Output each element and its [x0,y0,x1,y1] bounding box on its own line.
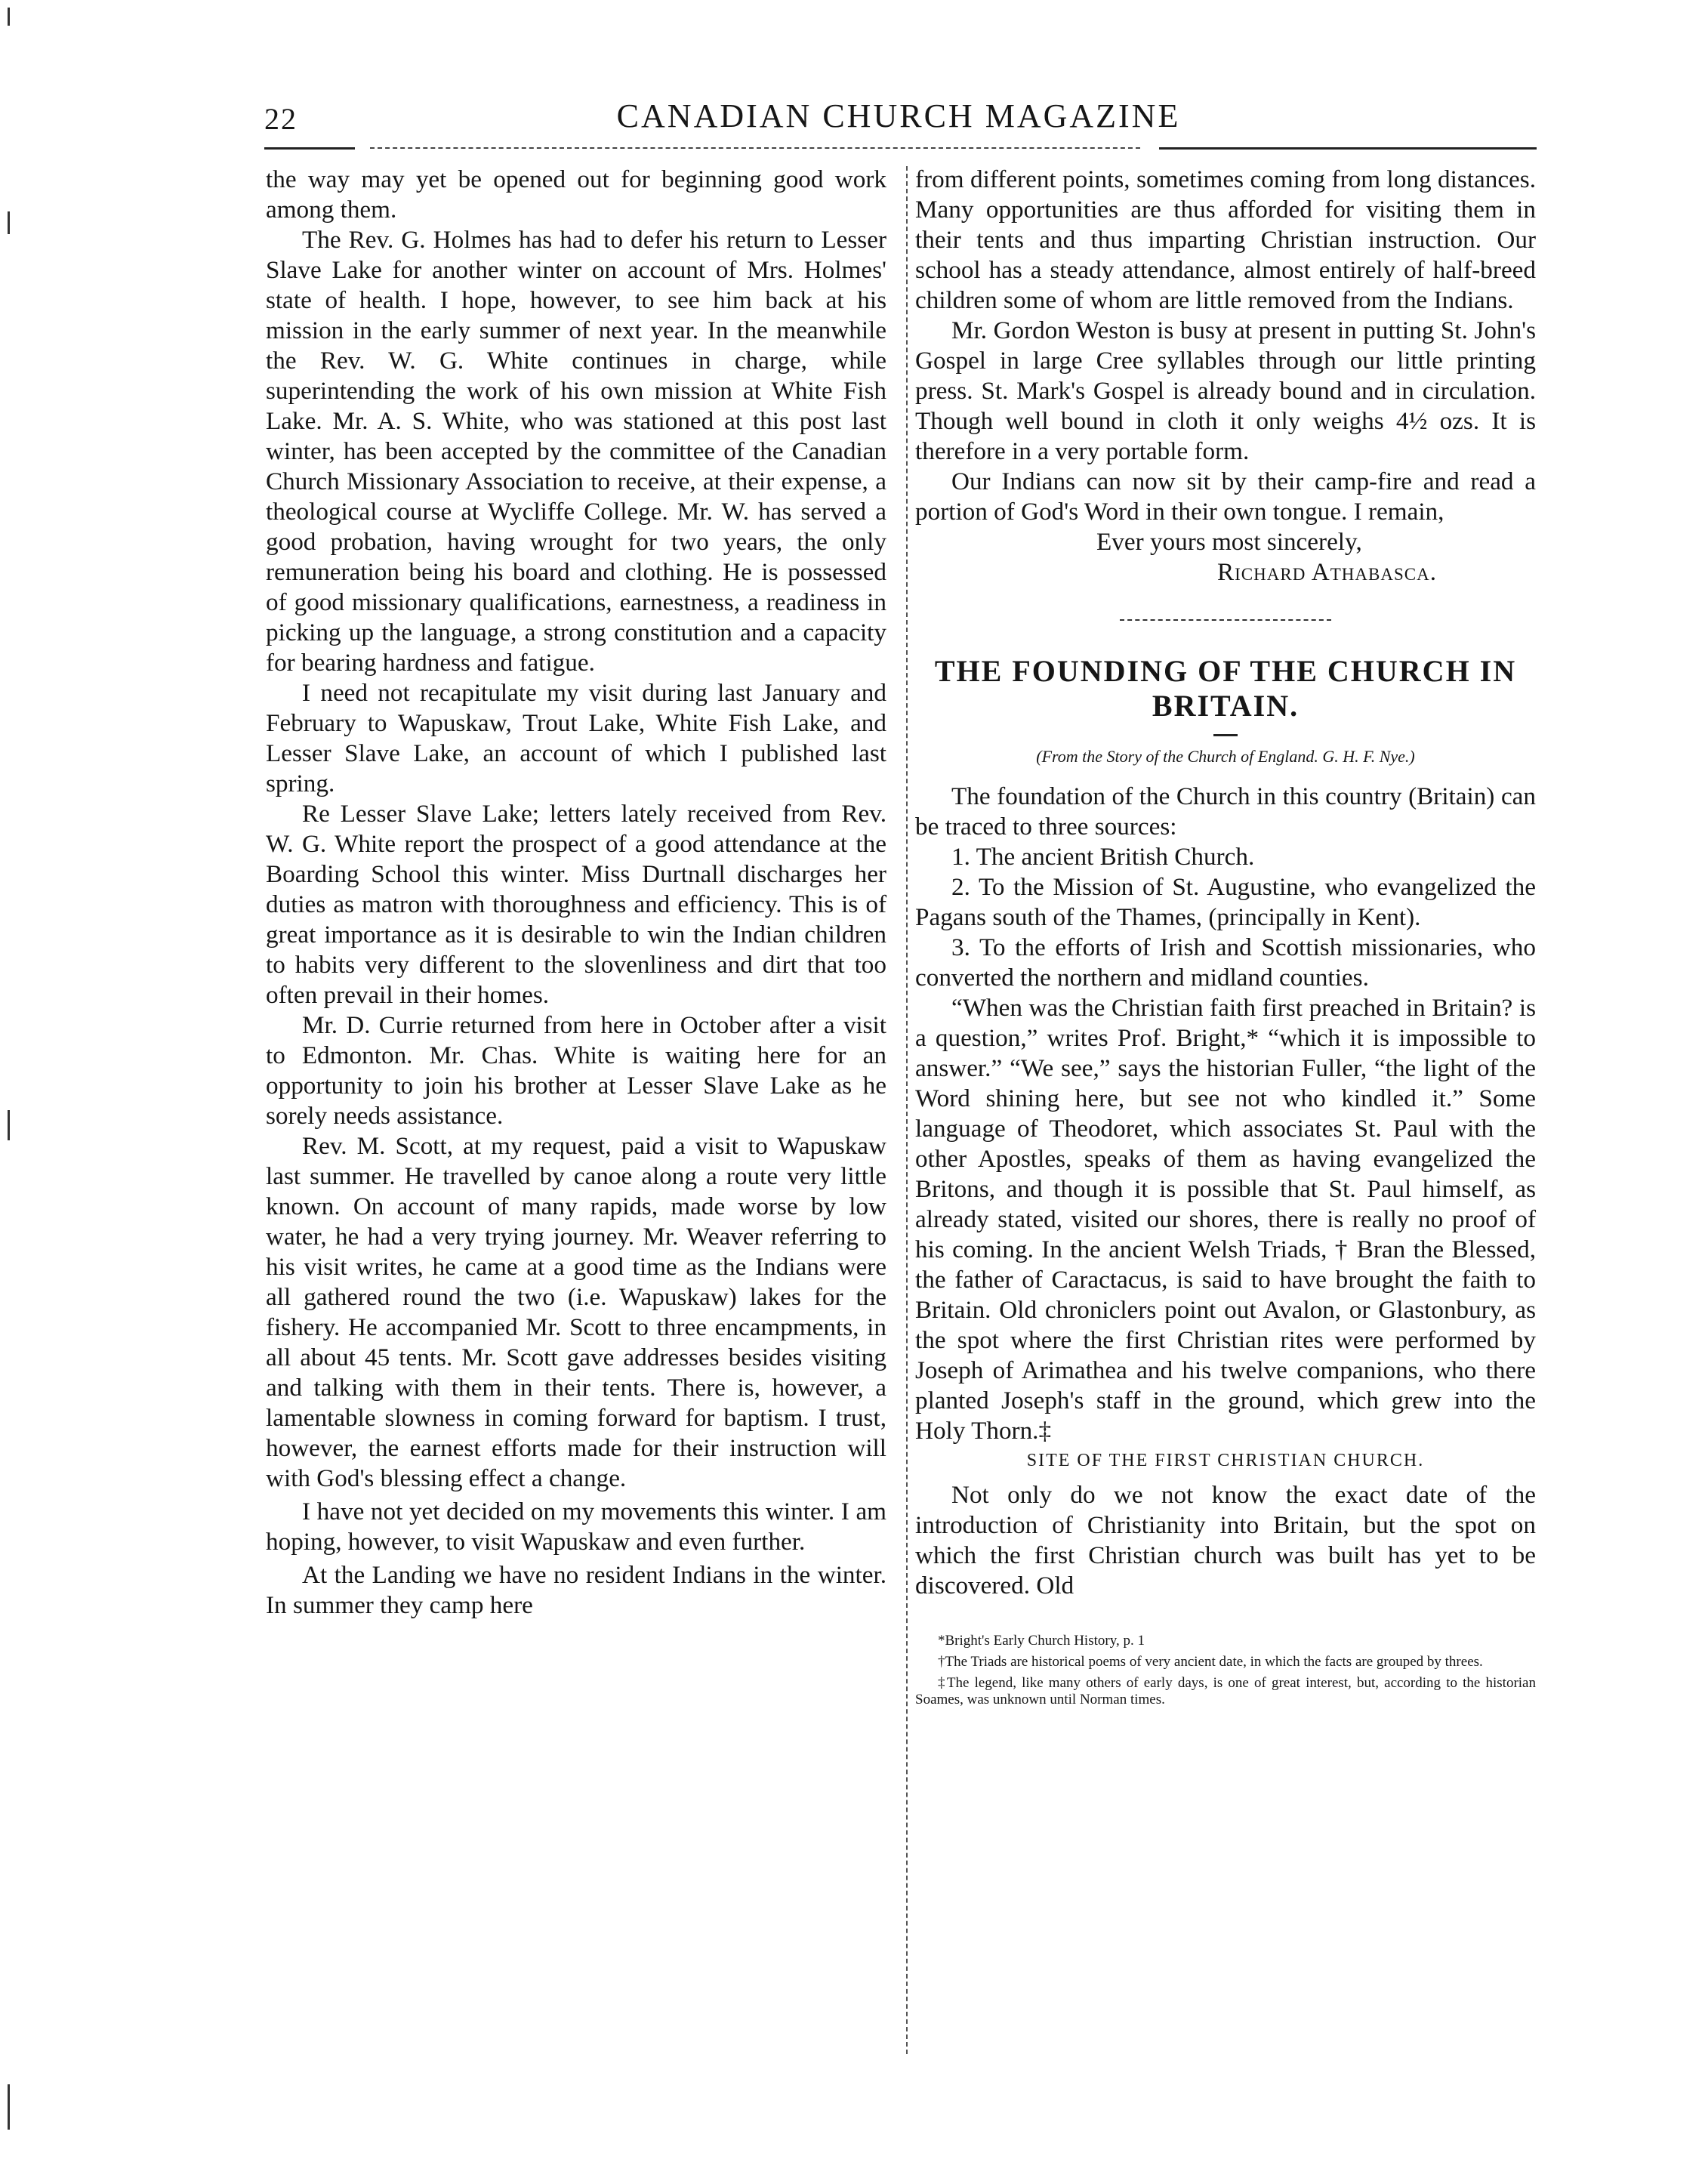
footnote: ‡The legend, like many others of early days, is one of great interest, but, according to the historian Soames, was unknown until Norman times. [915,1675,1536,1707]
footnote: *Bright's Early Church History, p. 1 [938,1633,1145,1649]
scan-margin-mark [8,1110,10,1140]
right-column [915,165,1536,1713]
scan-margin-mark [8,2084,10,2130]
column-divider [906,166,908,2054]
source-list-item: 3. To the efforts of Irish and Scottish missionaries, who converted the northern and midland counties. [915,933,1536,992]
scan-margin-mark [8,8,10,26]
article-separator [1120,619,1331,621]
page-number: 22 [264,102,298,136]
page-header [264,97,1533,142]
left-paragraph: Re Lesser Slave Lake; letters lately received from Rev. W. G. White report the prospect of a good attendance at the Boarding School this winter. Miss Durtnall discharges her duties as matron with thoroughness and efficiency. This is of great importance as it is desirable to win the Indian children to habits very different to the slovenliness and dirt that too often prevail in their homes. [266,800,886,1009]
source-list-item: 2. To the Mission of St. Augustine, who evangelized the Pagans south of the Thames, (principally in Kent). [915,873,1536,931]
header-rule-right [1159,147,1537,150]
letter-closing: Ever yours most sincerely, [1096,528,1362,556]
scan-margin-mark [8,211,10,234]
left-paragraph: Mr. D. Currie returned from here in October after a visit to Edmonton. Mr. Chas. White is waiting here for an opportunity to join his brother at Lesser Slave Lake as he sorely needs assistance. [266,1011,886,1130]
article-subheading: SITE OF THE FIRST CHRISTIAN CHURCH. [1026,1451,1425,1470]
left-paragraph: I need not recapitulate my visit during last January and February to Wapuskaw, Trout Lake, White Fish Lake, and Lesser Slave Lake, an account of which I published last spring. [266,679,886,797]
article-body: “When was the Christian faith first preached in Britain? is a question,” writes Prof. Bright,* “which it is impossible to answer.” “We see,” says the historian Fuller, “the light of the Word shining here, but see not who kindled it.” Some language of Theodoret, which associates St. Paul with the other Apostles, speaks of them as having evangelized the Britons, and though it is possible that St. Paul himself, as already stated, visited our shores, there is really no proof of his coming. In the ancient Welsh Triads, † Bran the Blessed, the father of Caractacus, is said to have brought the faith to Britain. Old chroniclers point out Avalon, or Glastonbury, as the spot where the first Christian rites were performed by Joseph of Arimathea and his twelve companions, who there planted Joseph's staff in the ground, which grew into the Holy Thorn.‡ [915,994,1536,1445]
letter-signature: Richard Athabasca. [1217,558,1437,586]
left-paragraph: the way may yet be opened out for beginning good work among them. [266,165,886,224]
article-intro: The foundation of the Church in this country (Britain) can be traced to three sources: [915,782,1536,841]
left-column [266,165,886,1621]
article-title: THE FOUNDING OF THE CHURCH IN BRITAIN. [934,654,1517,723]
footnote: †The Triads are historical poems of very ancient date, in which the facts are grouped by threes. [938,1654,1483,1670]
letter-paragraph: from different points, sometimes coming from long distances. Many opportunities are thus afforded for visiting them in their tents and thus imparting Christian instruction. Our school has a steady attendance, almost entirely of half-breed children some of whom are little removed from the Indians. [915,165,1536,314]
left-paragraph: The Rev. G. Holmes has had to defer his return to Lesser Slave Lake for another winter on account of Mrs. Holmes' state of health. I hope, however, to see him back at his mission in the early summer of next year. In the meanwhile the Rev. W. G. White continues in charge, while superintending the work of his own mission at White Fish Lake. Mr. A. S. White, who was stationed at this post last winter, has been accepted by the committee of the Canadian Church Missionary Association to receive, at their expense, a theological course at Wycliffe College. Mr. W. has served a good probation, having wrought for two years, the only remuneration being his board and clothing. He is possessed of good missionary qualifications, earnestness, a readiness in picking up the language, a strong constitution and a capacity for bearing hardness and fatigue. [266,226,886,677]
letter-paragraph: Our Indians can now sit by their camp-fire and read a portion of God's Word in their own tongue. I remain, [915,467,1536,526]
title-rule [1213,734,1238,736]
footnotes [915,1633,1536,1708]
article-source: (From the Story of the Church of England. G. H. F. Nye.) [1036,747,1415,766]
left-paragraph: At the Landing we have no resident Indians in the winter. In summer they camp here [266,1561,886,1619]
left-paragraph: I have not yet decided on my movements this winter. I am hoping, however, to visit Wapuskaw and even further. [266,1498,886,1556]
header-rule-middle [370,147,1140,149]
letter-paragraph: Mr. Gordon Weston is busy at present in putting St. John's Gospel in large Cree syllables through our little printing press. St. Mark's Gospel is already bound and in circulation. Though well bound in cloth it only weighs 4½ ozs. It is therefore in a very portable form. [915,316,1536,465]
source-list-item: 1. The ancient British Church. [951,843,1255,871]
left-paragraph: Rev. M. Scott, at my request, paid a visit to Wapuskaw last summer. He travelled by canoe along a route very little known. On account of many rapids, made worse by low water, he had a very trying journey. Mr. Weaver referring to his visit writes, he came at a good time as the Indians were all gathered round the two (i.e. Wapuskaw) lakes for the fishery. He accompanied Mr. Scott to three encampments, in all about 45 tents. Mr. Scott gave addresses besides visiting and talking with them in their tents. There is, however, a lamentable slowness in coming forward for baptism. I trust, however, the earnest efforts made for their instruction will with God's blessing effect a change. [266,1132,886,1492]
header-rule-left [264,147,355,150]
article-body-continued: Not only do we not know the exact date of the introduction of Christianity into Britain, but the spot on which the first Christian church was built has yet to be discovered. Old [915,1481,1536,1599]
magazine-title: CANADIAN CHURCH MAGAZINE [616,97,1181,134]
